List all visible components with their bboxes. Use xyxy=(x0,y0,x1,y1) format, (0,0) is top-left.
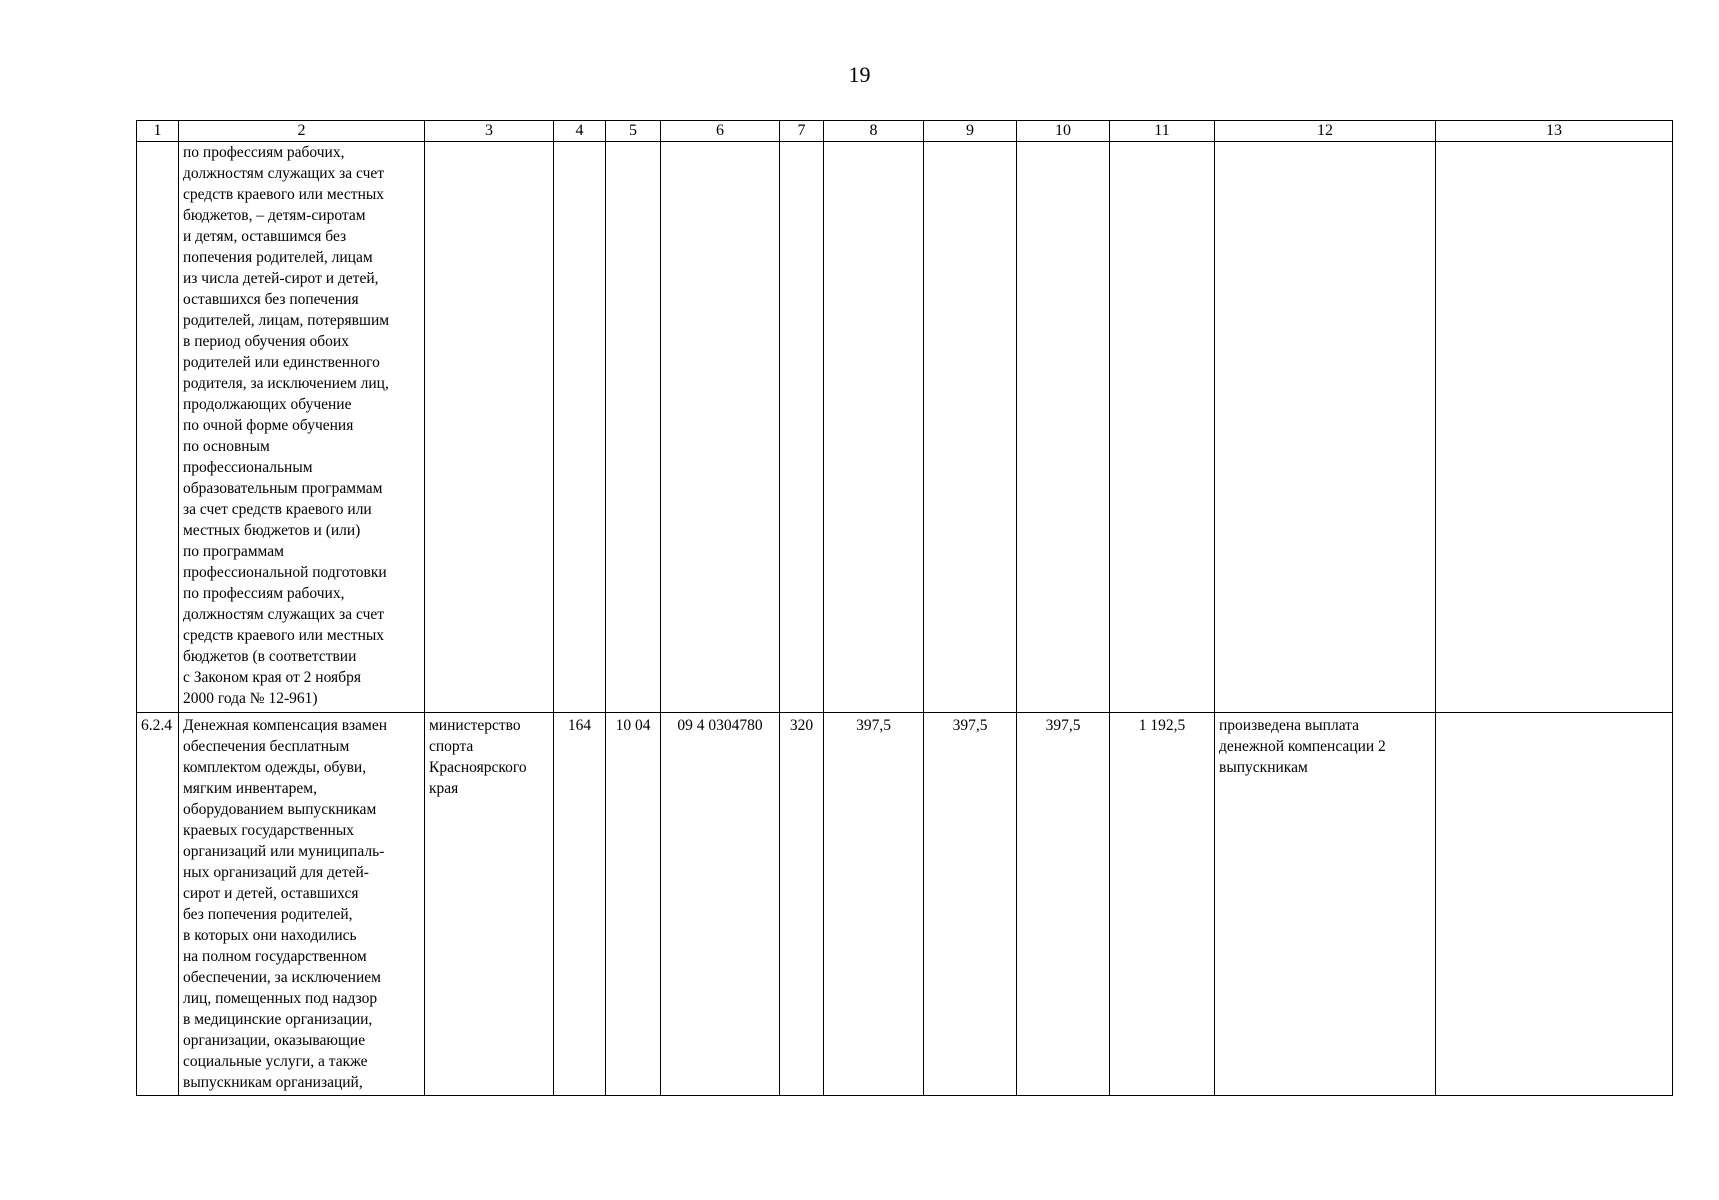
cell-text-line: денежной компенсации 2 xyxy=(1219,738,1386,755)
cell-text-line: по основным xyxy=(183,438,270,455)
column-header: 3 xyxy=(425,121,554,142)
cell-text-line: из числа детей-сирот и детей, xyxy=(183,270,379,287)
cell-text-line: организаций или муниципаль- xyxy=(183,843,385,860)
cell-text-line: Красноярского xyxy=(429,759,527,776)
cell-text-line: краевых государственных xyxy=(183,822,354,839)
column-header: 2 xyxy=(179,121,425,142)
cell-responsible xyxy=(425,142,554,713)
cell-col4 xyxy=(554,142,606,713)
column-header: 12 xyxy=(1215,121,1436,142)
page-number: 19 xyxy=(848,62,871,87)
cell-col8 xyxy=(824,142,924,713)
cell-col8: 397,5 xyxy=(824,713,924,1096)
column-header: 8 xyxy=(824,121,924,142)
cell-item-number: 6.2.4 xyxy=(137,713,179,1096)
column-header: 6 xyxy=(661,121,780,142)
cell-text-line: ных организаций для детей- xyxy=(183,864,369,881)
cell-text-line: по очной форме обучения xyxy=(183,417,354,434)
cell-col13 xyxy=(1436,142,1673,713)
column-header: 13 xyxy=(1436,121,1673,142)
cell-description xyxy=(179,713,425,1096)
cell-text-line: края xyxy=(429,780,459,797)
cell-text-line: попечения родителей, лицам xyxy=(183,249,373,266)
cell-col5 xyxy=(606,142,661,713)
cell-text-line: организации, оказывающие xyxy=(183,1032,366,1049)
column-header: 4 xyxy=(554,121,606,142)
cell-col7: 320 xyxy=(780,713,824,1096)
cell-text-line: родителей, лицам, потерявшим xyxy=(183,312,390,329)
cell-col10 xyxy=(1017,142,1110,713)
cell-col11 xyxy=(1110,142,1215,713)
column-header: 5 xyxy=(606,121,661,142)
cell-text-line: обеспечении, за исключением xyxy=(183,969,381,986)
cell-text-line: комплектом одежды, обуви, xyxy=(183,759,367,776)
cell-text-line: должностям служащих за счет xyxy=(183,606,385,623)
cell-text-line: бюджетов, – детям-сиротам xyxy=(183,207,366,224)
cell-text-line: средств краевого или местных xyxy=(183,627,385,644)
cell-text-line: с Законом края от 2 ноября xyxy=(183,669,361,686)
cell-text-line: по профессиям рабочих, xyxy=(183,585,345,602)
cell-text-line: должностям служащих за счет xyxy=(183,165,385,182)
cell-result xyxy=(1215,142,1436,713)
cell-text-line: продолжающих обучение xyxy=(183,396,352,413)
cell-text-line: в которых они находились xyxy=(183,927,357,944)
column-header: 9 xyxy=(924,121,1017,142)
cell-text-line: оставшихся без попечения xyxy=(183,291,359,308)
cell-text-line: и детям, оставшимся без xyxy=(183,228,347,245)
table-row xyxy=(137,142,1673,713)
cell-col6: 09 4 0304780 xyxy=(661,713,780,1096)
column-header: 7 xyxy=(780,121,824,142)
cell-description xyxy=(179,142,425,713)
cell-text-line: средств краевого или местных xyxy=(183,186,385,203)
cell-text-line: за счет средств краевого или xyxy=(183,501,372,518)
cell-text-line: мягким инвентарем, xyxy=(183,780,317,797)
column-header: 10 xyxy=(1017,121,1110,142)
cell-text-line: образовательным программам xyxy=(183,480,383,497)
cell-text-line: профессиональной подготовки xyxy=(183,564,387,581)
cell-text-line: в период обучения обоих xyxy=(183,333,349,350)
cell-text-line: Денежная компенсация взамен xyxy=(183,717,388,734)
cell-text-line: без попечения родителей, xyxy=(183,906,353,923)
cell-item-number xyxy=(137,142,179,713)
cell-col9 xyxy=(924,142,1017,713)
cell-text-line: по программам xyxy=(183,543,284,560)
cell-text-line: местных бюджетов и (или) xyxy=(183,522,361,539)
cell-text-line: родителя, за исключением лиц, xyxy=(183,375,389,392)
cell-text-line: спорта xyxy=(429,738,474,755)
cell-col4: 164 xyxy=(554,713,606,1096)
cell-text-line: в медицинские организации, xyxy=(183,1011,373,1028)
cell-text-line: оборудованием выпускникам xyxy=(183,801,377,818)
cell-text-line: профессиональным xyxy=(183,459,313,476)
cell-text-line: по профессиям рабочих, xyxy=(183,144,345,161)
column-header: 1 xyxy=(137,121,179,142)
cell-text-line: бюджетов (в соответствии xyxy=(183,648,357,665)
cell-col5: 10 04 xyxy=(606,713,661,1096)
cell-result xyxy=(1215,713,1436,1096)
cell-text-line: 2000 года № 12-961) xyxy=(183,690,318,707)
cell-text-line: родителей или единственного xyxy=(183,354,380,371)
cell-text-line: лиц, помещенных под надзор xyxy=(183,990,378,1007)
cell-text-line: сирот и детей, оставшихся xyxy=(183,885,359,902)
cell-col11: 1 192,5 xyxy=(1110,713,1215,1096)
cell-col10: 397,5 xyxy=(1017,713,1110,1096)
cell-text-line: на полном государственном xyxy=(183,948,367,965)
column-header: 11 xyxy=(1110,121,1215,142)
cell-text-line: социальные услуги, а также xyxy=(183,1053,368,1070)
cell-text-line: произведена выплата xyxy=(1219,717,1360,734)
cell-text-line: выпускникам xyxy=(1219,759,1308,776)
cell-responsible xyxy=(425,713,554,1096)
table-header-row xyxy=(137,121,1673,142)
cell-col6 xyxy=(661,142,780,713)
report-table xyxy=(136,120,1673,1096)
cell-col13 xyxy=(1436,713,1673,1096)
cell-text-line: обеспечения бесплатным xyxy=(183,738,350,755)
cell-col7 xyxy=(780,142,824,713)
cell-text-line: выпускникам организаций, xyxy=(183,1074,363,1091)
cell-text-line: министерство xyxy=(429,717,521,734)
cell-col9: 397,5 xyxy=(924,713,1017,1096)
table-row xyxy=(137,713,1673,1096)
